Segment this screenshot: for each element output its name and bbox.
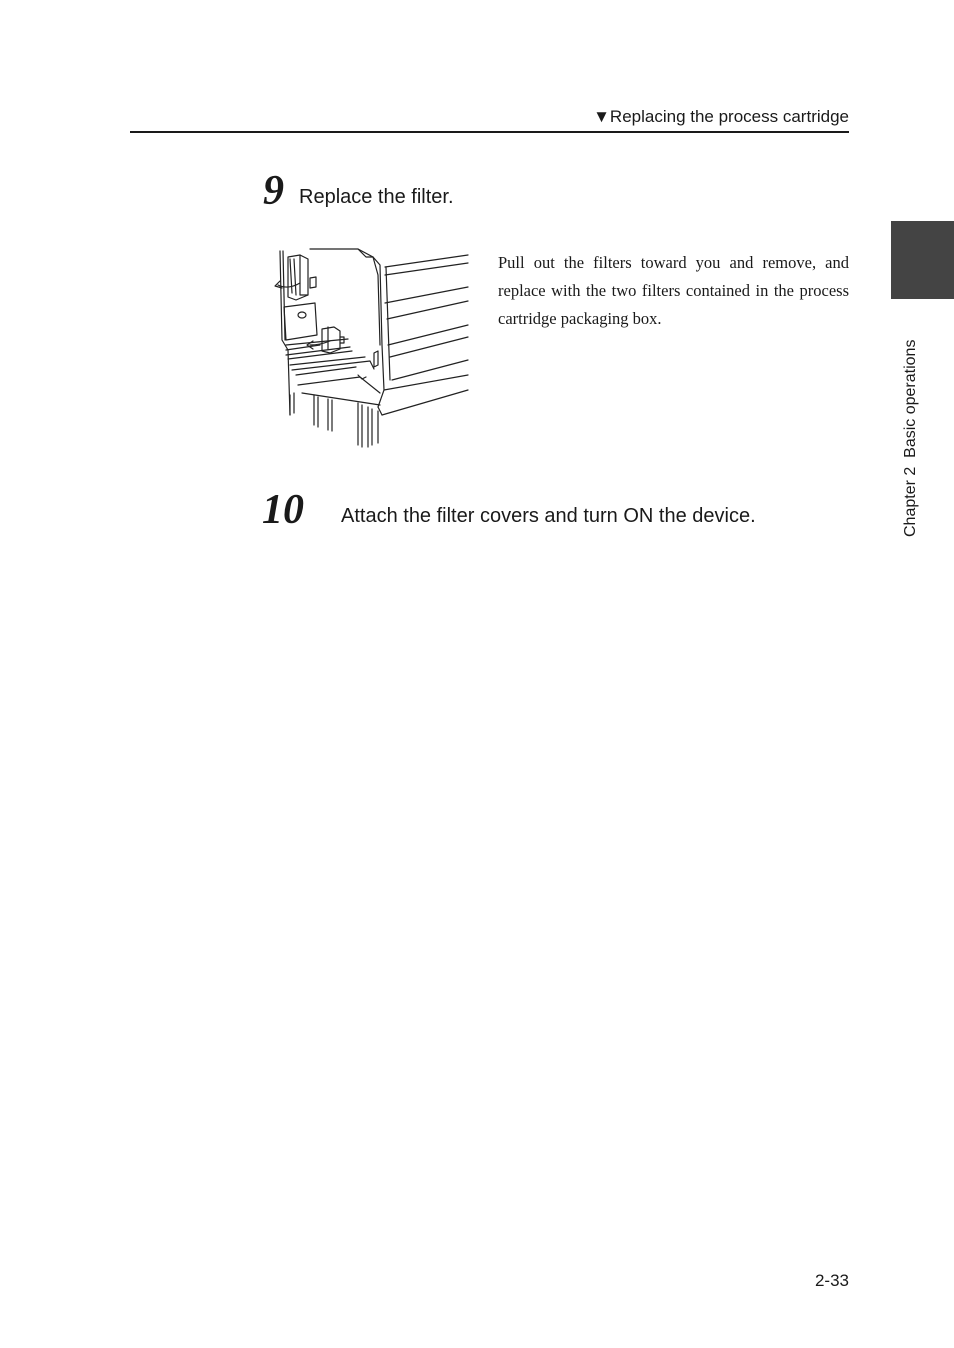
step-title: Attach the filter covers and turn ON the device. [341,505,756,527]
chapter-tab [891,221,954,299]
page-number: 2-33 [814,1271,849,1290]
filter-replacement-illustration [270,245,470,450]
chapter-label: Chapter 2 Basic operations [902,339,919,537]
header-title [593,107,849,127]
step-number: 9 [263,168,284,214]
page-header [130,104,849,133]
header-title-text: Replacing the process cartridge [609,107,849,126]
step-number: 10 [262,487,304,533]
header-marker-icon: ▼ [593,107,610,126]
step-title: Replace the filter. [299,186,454,208]
step-description: Pull out the filters toward you and remove, and replace with the two filters contained in the process cartridge packaging box. [498,253,849,328]
